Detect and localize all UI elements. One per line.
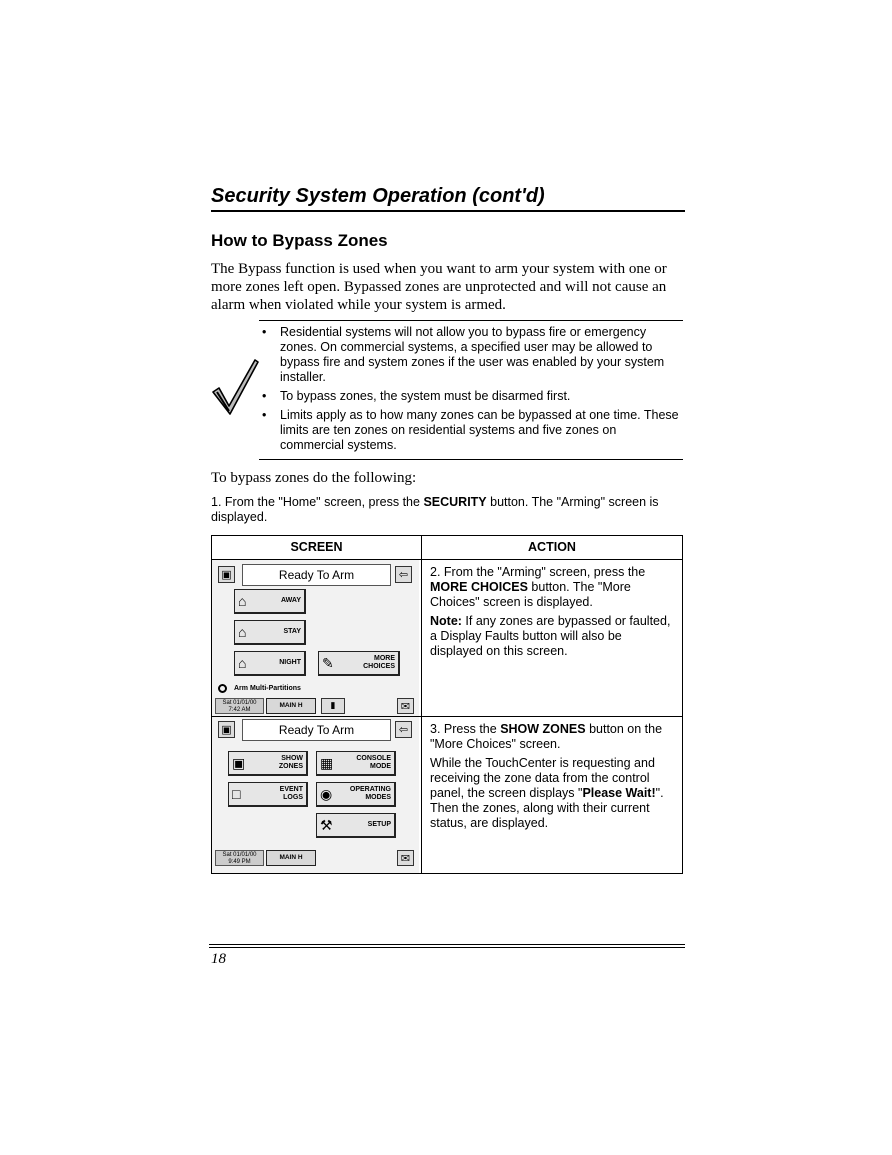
show-zones-button xyxy=(228,751,308,776)
action-text-end: button on the "More Choices" screen. xyxy=(430,722,663,751)
note-box xyxy=(259,320,683,460)
action-text: While the TouchCenter is requesting and receiving the zone data from the control panel, the screen displays " xyxy=(430,756,655,800)
console-mode-label xyxy=(356,755,391,771)
stay-button xyxy=(234,620,306,645)
house-person-icon: ⌂ xyxy=(238,593,247,609)
header-action: ACTION xyxy=(422,536,683,560)
chapter-rule xyxy=(211,210,685,212)
more-choices-label-1: MORE xyxy=(374,655,395,662)
screen-cell xyxy=(212,560,422,717)
intro-paragraph: The Bypass function is used when you want to arm your system with one or more zones left open. Bypassed zones are unprotected and will not cause an alarm when violated while your system is armed. xyxy=(211,261,667,313)
action-bold: SHOW ZONES xyxy=(500,722,586,736)
operating-modes-label-1: OPERATING xyxy=(349,786,391,793)
time-text: 9:49 PM xyxy=(228,859,251,865)
step-1-bold: SECURITY xyxy=(423,495,487,509)
console-mode-button xyxy=(316,751,396,776)
house-icon: ⌂ xyxy=(238,624,247,640)
action-step-2 xyxy=(430,565,674,610)
date-time xyxy=(215,850,264,866)
screen-title: Ready To Arm xyxy=(242,564,391,586)
envelope-icon: ✉ xyxy=(397,698,414,714)
main-button: MAIN H xyxy=(266,850,316,866)
step-1-text-end: button. The "Arming" screen is displayed. xyxy=(211,495,659,524)
action-text-end: button. The "More Choices" screen is displayed. xyxy=(430,580,631,609)
action-step-3 xyxy=(430,722,674,752)
night-button xyxy=(234,651,306,676)
screen-title: Ready To Arm xyxy=(242,719,391,741)
cube-icon: ▣ xyxy=(232,755,246,771)
action-text-end: ". Then the zones, along with their current status, are displayed. xyxy=(430,786,664,830)
action-cell xyxy=(422,560,683,717)
away-button xyxy=(234,589,306,614)
envelope-icon: ✉ xyxy=(397,850,414,866)
keypad-icon: ▦ xyxy=(320,755,334,771)
instructions-lead: To bypass zones do the following: xyxy=(211,470,417,486)
multi-partitions-label: Arm Multi-Partitions xyxy=(234,685,301,692)
setup-label: SETUP xyxy=(367,821,391,828)
section-title: How to Bypass Zones xyxy=(211,231,388,250)
away-label: AWAY xyxy=(281,597,301,604)
step-1-text: 1. From the "Home" screen, press the xyxy=(211,495,424,509)
action-bold: Please Wait! xyxy=(582,786,656,800)
footer-rule xyxy=(209,947,685,948)
note-text: If any zones are bypassed or faulted, a Display Faults button will also be displayed on this screen. xyxy=(430,614,671,658)
note-list xyxy=(259,325,683,453)
footer-rule xyxy=(209,944,685,945)
action-please-wait xyxy=(430,756,674,831)
action-note xyxy=(430,614,674,659)
night-label: NIGHT xyxy=(279,659,301,666)
steps-table xyxy=(211,535,683,874)
list-plus-icon: ✎ xyxy=(322,655,334,671)
home-icon: ▣ xyxy=(218,721,235,738)
event-logs-button xyxy=(228,782,308,807)
document-icon: □ xyxy=(232,786,241,802)
date-time xyxy=(215,698,264,714)
operating-modes-label-2: MODES xyxy=(365,794,391,801)
more-choices-label xyxy=(363,655,395,671)
arming-screen xyxy=(212,560,419,716)
table-row xyxy=(212,717,683,874)
back-arrow-icon: ⇦ xyxy=(395,566,412,583)
more-choices-label-2: CHOICES xyxy=(363,663,395,670)
checkmark-icon xyxy=(209,356,261,416)
note-item: • Residential systems will not allow you to bypass fire or emergency zones. On commercial systems, a specified user may be allowed to bypass fire and system zones if the user was enabled by your system installer. xyxy=(259,325,683,385)
table-header-row xyxy=(212,536,683,560)
setup-button xyxy=(316,813,396,838)
show-zones-label-1: SHOW xyxy=(281,755,303,762)
action-cell xyxy=(422,717,683,874)
status-bar xyxy=(215,850,415,867)
event-logs-label-1: EVENT xyxy=(279,786,303,793)
globe-icon: ◉ xyxy=(320,786,333,802)
action-text: 3. Press the xyxy=(430,722,501,736)
action-bold: MORE CHOICES xyxy=(430,580,528,594)
header-screen: SCREEN xyxy=(212,536,422,560)
house-moon-icon: ⌂ xyxy=(238,655,247,671)
multi-partitions-radio xyxy=(218,684,227,693)
page-number: 18 xyxy=(211,951,226,967)
status-bar xyxy=(215,698,415,715)
note-item: • To bypass zones, the system must be disarmed first. xyxy=(259,389,683,404)
console-mode-label-1: CONSOLE xyxy=(356,755,391,762)
tools-icon: ⚒ xyxy=(320,817,333,833)
note-item: • Limits apply as to how many zones can be bypassed at one time. These limits are ten zones on residential systems and five zones on commercial systems. xyxy=(259,408,683,453)
stay-label: STAY xyxy=(283,628,301,635)
event-logs-label-2: LOGS xyxy=(283,794,303,801)
home-icon: ▣ xyxy=(218,566,235,583)
operating-modes-button xyxy=(316,782,396,807)
back-arrow-icon: ⇦ xyxy=(395,721,412,738)
action-text: 2. From the "Arming" screen, press the xyxy=(430,565,646,579)
more-choices-button xyxy=(318,651,400,676)
date-text: Sat 01/01/00 xyxy=(222,700,257,706)
event-logs-label xyxy=(280,786,303,802)
chapter-title: Security System Operation (cont'd) xyxy=(211,185,545,207)
battery-icon: ▮ xyxy=(321,698,345,714)
console-mode-label-2: MODE xyxy=(370,763,391,770)
time-text: 7:42 AM xyxy=(228,707,251,713)
step-1 xyxy=(211,495,685,525)
screen-cell xyxy=(212,717,422,874)
more-choices-screen xyxy=(212,717,419,873)
operating-modes-label xyxy=(350,786,391,802)
note-label: Note: xyxy=(430,614,462,628)
date-text: Sat 01/01/00 xyxy=(222,852,257,858)
main-button: MAIN H xyxy=(266,698,316,714)
show-zones-label-2: ZONES xyxy=(278,763,303,770)
table-row xyxy=(212,560,683,717)
show-zones-label xyxy=(279,755,303,771)
